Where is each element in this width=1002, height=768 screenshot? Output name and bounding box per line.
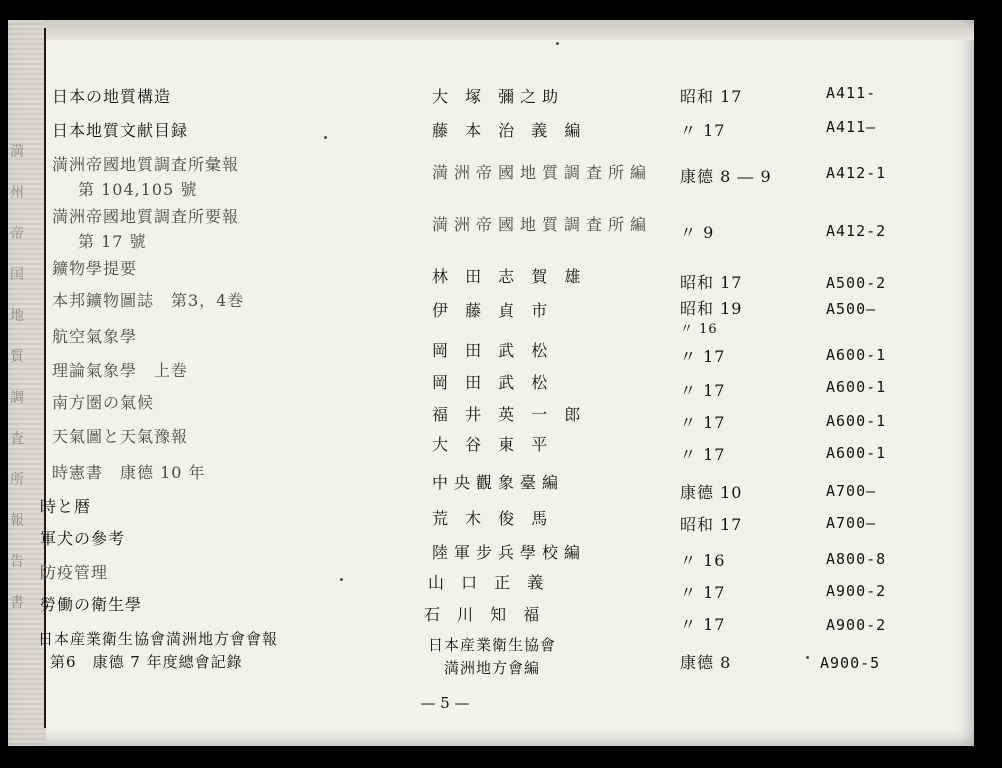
list-item xyxy=(0,288,1002,320)
pub-date: 〃 17 xyxy=(680,121,726,140)
call-number: A412-2 xyxy=(826,222,887,240)
book-title: 時憲書 康德 10 年 xyxy=(52,463,206,482)
book-title: 南方圏の氣候 xyxy=(52,393,155,412)
pub-date: 康德 10 xyxy=(680,483,743,502)
book-author: 林 田 志 賀 雄 xyxy=(432,267,587,286)
pub-date: 〃 17 xyxy=(680,445,726,464)
pub-date: 昭和 17 xyxy=(680,515,743,534)
call-number: A600-1 xyxy=(826,412,887,430)
book-title-line2: 第6 康德 7 年度總會記錄 xyxy=(50,653,243,671)
pub-date: 〃 16 xyxy=(680,551,726,570)
book-title-line2: 第 104,105 號 xyxy=(78,180,198,199)
book-title: 軍犬の參考 xyxy=(40,529,126,548)
book-title: 航空氣象學 xyxy=(52,327,138,346)
book-author: 伊 藤 貞 市 xyxy=(432,301,554,320)
margin-glyph: 帝 xyxy=(10,226,24,242)
book-title: 日本地質文献目録 xyxy=(52,121,189,140)
pub-date: 昭和 17 xyxy=(680,87,743,106)
call-number: A411— xyxy=(826,118,877,136)
scan-speck xyxy=(324,136,327,139)
call-number: A900-2 xyxy=(826,582,887,600)
margin-glyph: 告 xyxy=(10,554,24,570)
pub-date: 康德 8 ― 9 xyxy=(680,167,772,186)
pub-date: 昭和 17 xyxy=(680,273,743,292)
pub-date: 康德 8 xyxy=(680,653,732,672)
call-number: A500— xyxy=(826,300,877,318)
margin-glyph: 州 xyxy=(10,185,24,201)
margin-glyph: 国 xyxy=(10,267,24,283)
book-title xyxy=(52,204,239,252)
call-number: A800-8 xyxy=(826,550,887,568)
book-author: 大 塚 彌之助 xyxy=(432,87,565,106)
margin-glyph: 満 xyxy=(10,144,24,160)
margin-glyph: 査 xyxy=(10,431,24,447)
margin-glyph: 報 xyxy=(10,513,24,529)
book-author: 満洲帝國地質調査所編 xyxy=(432,163,653,182)
book-title: 防疫管理 xyxy=(40,563,109,582)
pub-date: 〃 17 xyxy=(680,347,726,366)
book-author: 中央觀象臺編 xyxy=(432,473,565,492)
book-title: 勞働の衛生學 xyxy=(40,595,143,614)
list-item xyxy=(0,592,1002,634)
list-item xyxy=(0,358,1002,400)
scan-speck xyxy=(340,578,343,581)
book-title: 理論氣象學 上巻 xyxy=(52,361,189,380)
book-author-line1: 日本産業衛生協會 xyxy=(428,636,557,654)
list-item xyxy=(0,424,1002,464)
book-author: 大 谷 東 平 xyxy=(432,435,554,454)
list-item xyxy=(0,118,1002,140)
book-title-line2: 第 17 號 xyxy=(78,232,147,251)
call-number: A900-2 xyxy=(826,616,887,634)
call-number: A700— xyxy=(826,514,877,532)
list-item xyxy=(0,204,1002,251)
margin-glyph: 調 xyxy=(10,390,24,406)
book-author: 岡 田 武 松 xyxy=(432,341,554,360)
list-item xyxy=(0,152,1002,199)
book-title: 天氣圖と天氣豫報 xyxy=(52,427,189,446)
pub-date: 〃 16 xyxy=(680,322,718,337)
call-number: A600-1 xyxy=(826,378,887,396)
book-author: 満洲帝國地質調査所編 xyxy=(432,215,653,234)
book-title: 鑛物學提要 xyxy=(52,259,138,278)
book-title-line1: 満洲帝國地質調査所要報 xyxy=(52,207,240,226)
list-item xyxy=(0,628,1002,677)
call-number: A500-2 xyxy=(826,274,887,292)
list-item xyxy=(0,526,1002,570)
book-author: 陸軍步兵學校編 xyxy=(432,543,587,562)
book-author: 福 井 英 一 郎 xyxy=(432,405,587,424)
margin-glyph: 質 xyxy=(10,349,24,365)
top-strip xyxy=(46,24,974,40)
book-author xyxy=(428,634,556,678)
book-title xyxy=(52,152,239,200)
call-number: A600-1 xyxy=(826,444,887,462)
book-title-line1: 日本産業衛生協會満洲地方會會報 xyxy=(38,630,279,648)
pub-date: 〃 17 xyxy=(680,615,726,634)
book-author: 山 口 正 義 xyxy=(428,573,550,592)
call-number: A412-1 xyxy=(826,164,887,182)
book-title: 時と暦 xyxy=(40,497,92,516)
pub-date: 〃 9 xyxy=(680,223,715,242)
call-number: A700— xyxy=(826,482,877,500)
margin-glyph: 書 xyxy=(10,595,24,611)
pub-date: 〃 17 xyxy=(680,583,726,602)
list-item xyxy=(0,494,1002,534)
pub-date: 〃 17 xyxy=(680,381,726,400)
scan-speck xyxy=(806,656,809,659)
book-author: 岡 田 武 松 xyxy=(432,373,554,392)
book-author: 石 川 知 福 xyxy=(424,605,546,624)
list-item xyxy=(0,390,1002,432)
call-number: A900-5 xyxy=(820,654,881,672)
list-item xyxy=(0,256,1002,292)
call-number: A600-1 xyxy=(826,346,887,364)
list-item xyxy=(0,560,1002,602)
call-number: A411- xyxy=(826,84,877,102)
pub-date: 昭和 19 xyxy=(680,299,743,318)
book-title-line1: 満洲帝國地質調査所彙報 xyxy=(52,155,240,174)
page-number: — 5 — xyxy=(420,694,470,712)
book-title: 本邦鑛物圖誌 第3，4巻 xyxy=(52,291,245,310)
book-author: 藤 本 治 義 編 xyxy=(432,121,587,140)
margin-glyph: 所 xyxy=(10,472,24,488)
list-item xyxy=(0,460,1002,502)
book-title: 日本の地質構造 xyxy=(52,87,172,106)
list-item xyxy=(0,84,1002,106)
margin-glyph: 地 xyxy=(10,308,24,324)
pub-date: 〃 17 xyxy=(680,413,726,432)
book-title xyxy=(38,628,278,672)
list-item xyxy=(0,324,1002,366)
book-author: 荒 木 俊 馬 xyxy=(432,509,554,528)
book-author-line2: 満洲地方會編 xyxy=(444,659,541,677)
scan-speck xyxy=(556,42,559,45)
